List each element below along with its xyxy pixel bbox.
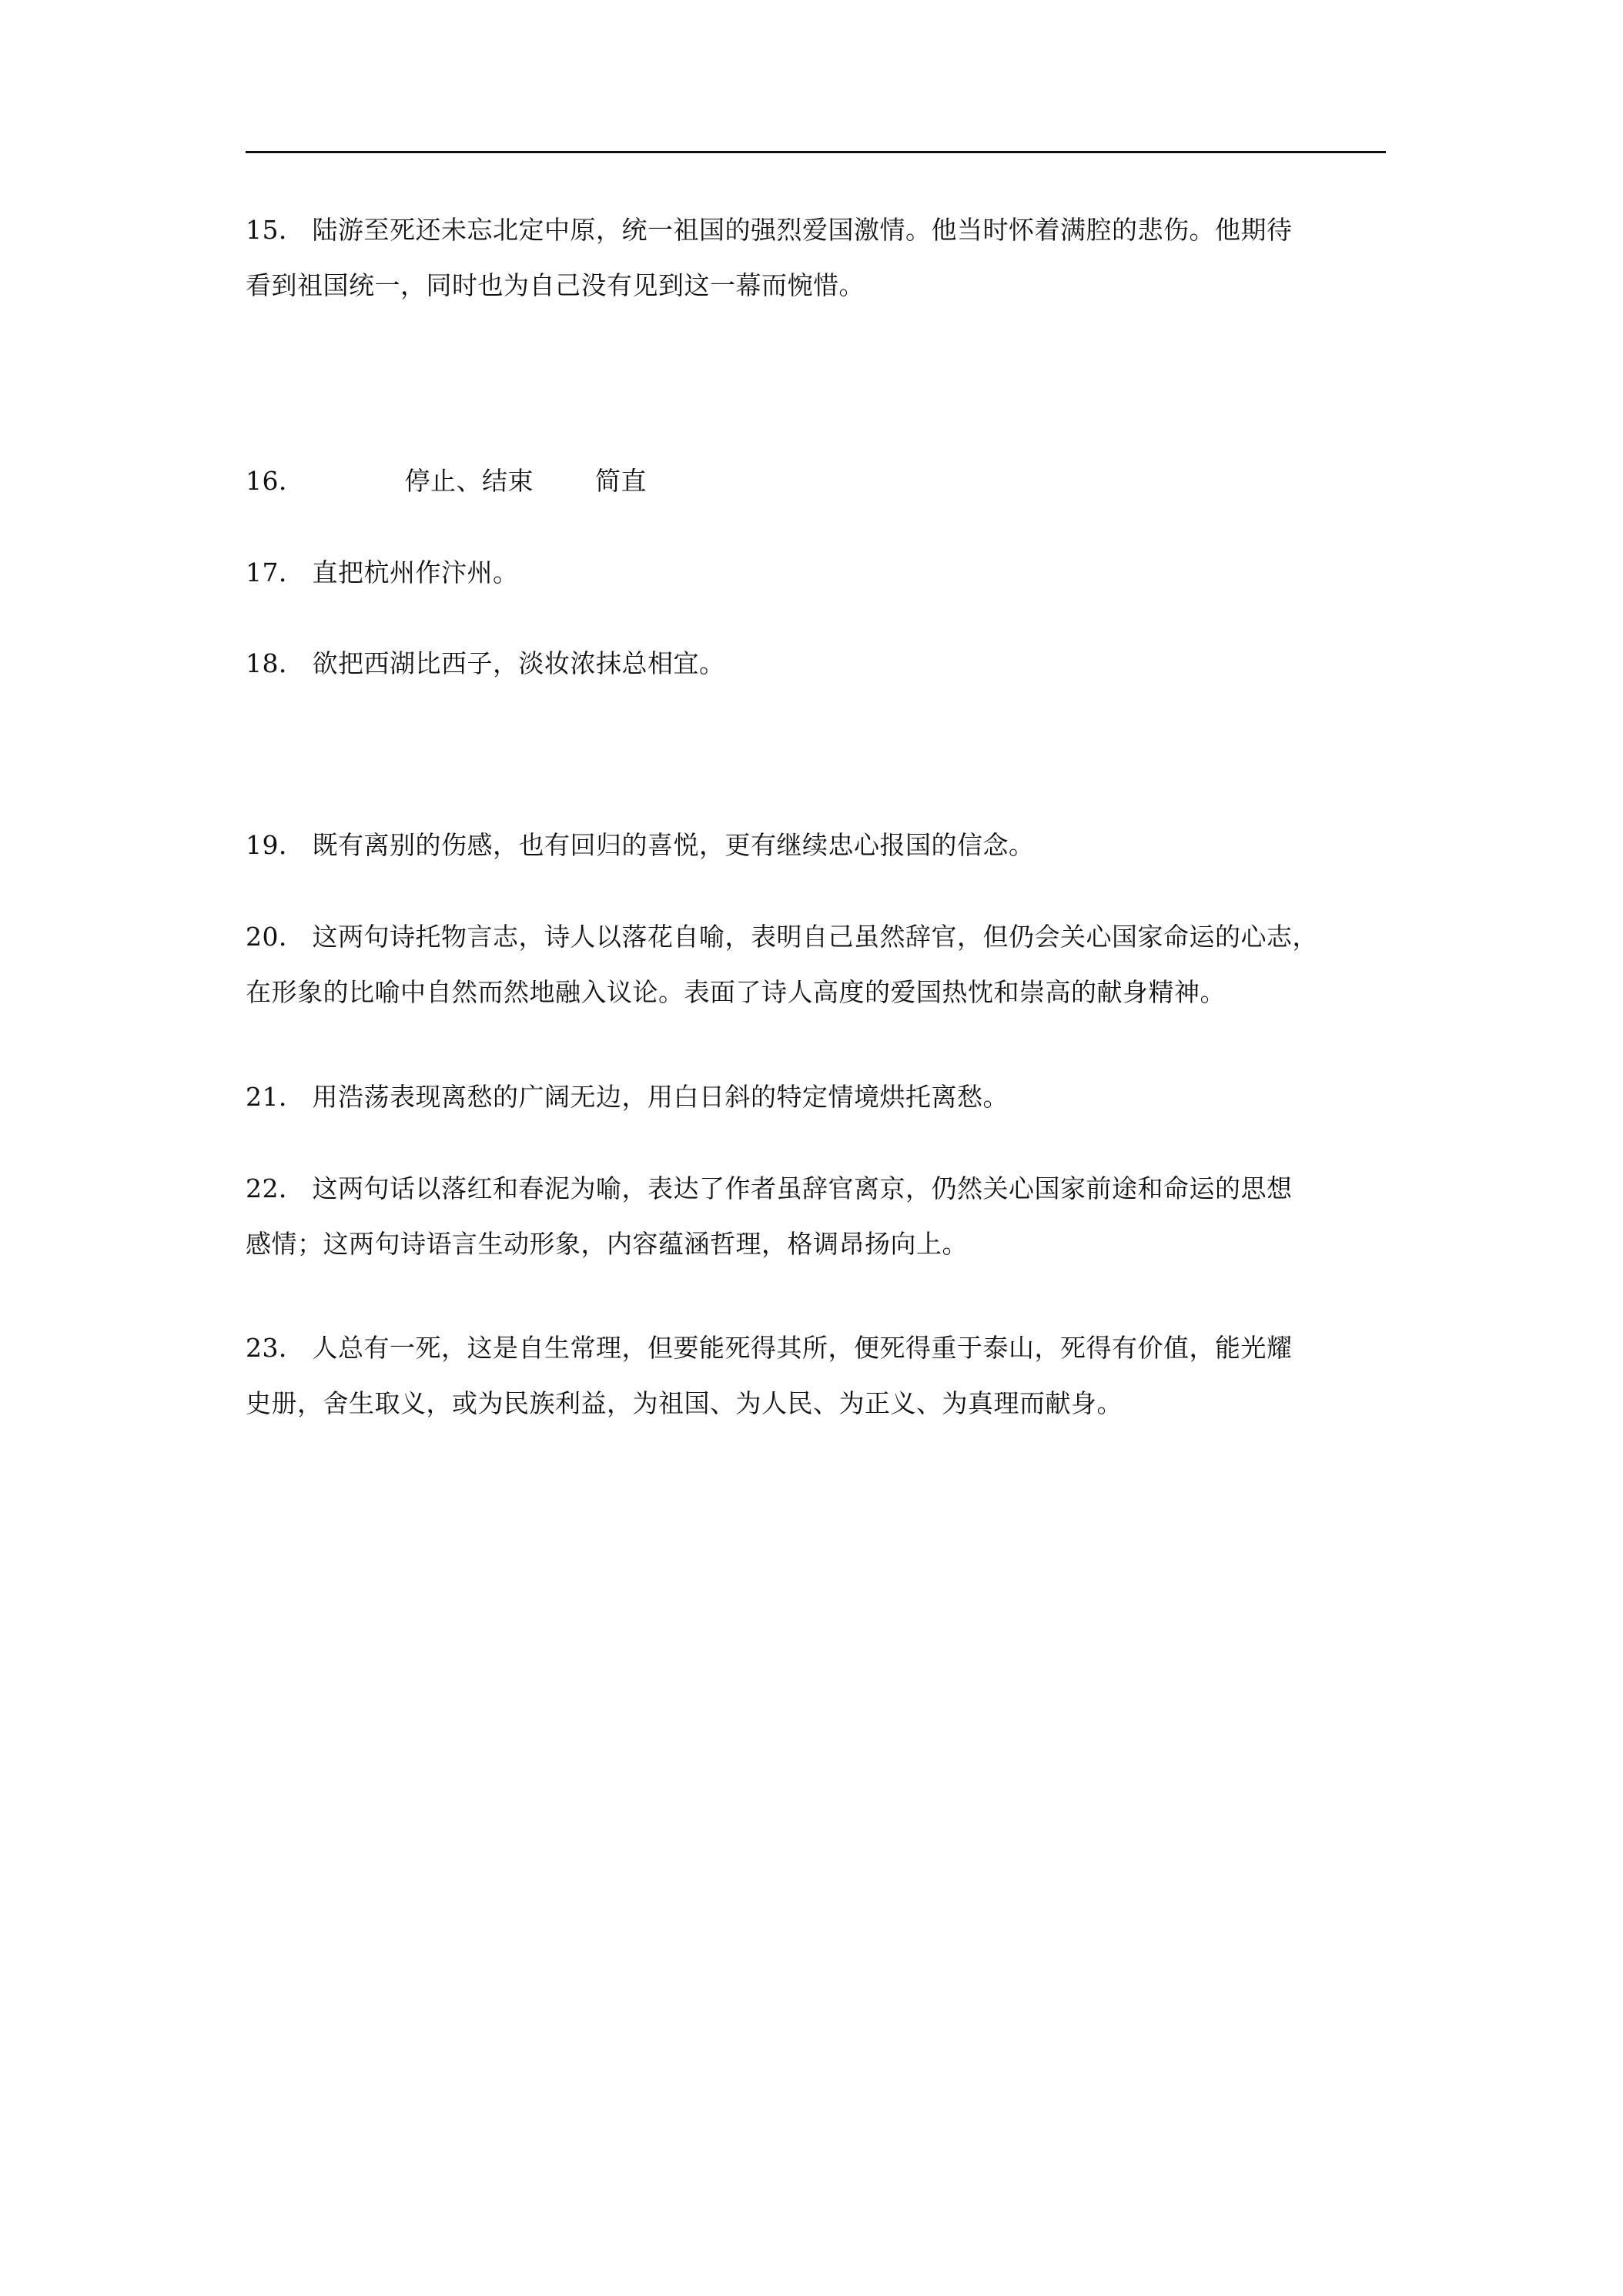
answer-text: 停止、结束 [404,466,534,496]
answer-23-line-2: 史册，舍生取义，或为民族利益，为祖国、为人民、为正义、为真理而献身。 [246,1388,1123,1418]
answer-15-line-1 [246,202,1389,258]
answer-23-line-1 [246,1320,1389,1376]
header-rule [246,151,1386,153]
answer-text: 这两句话以落红和春泥为喻，表达了作者虽辞官离京，仍然关心国家前途和命运的思想 [312,1173,1293,1203]
answer-18-line-1 [246,636,1389,691]
answer-21 [246,1069,1389,1125]
answer-22-line-2: 感情；这两句诗语言生动形象，内容蕴涵哲理，格调昂扬向上。 [246,1229,968,1259]
answer-15 [246,202,1389,313]
answer-number: 20． [246,922,305,952]
answer-number: 15． [246,215,305,245]
answer-text: 陆游至死还未忘北定中原，统一祖国的强烈爱国激情。他当时怀着满腔的悲伤。他期待 [312,215,1293,245]
answer-17-line-1 [246,545,1389,601]
answer-text: 这两句诗托物言志，诗人以落花自喻，表明自己虽然辞官，但仍会关心国家命运的心志， [312,922,1318,952]
answer-18 [246,636,1389,691]
answer-number: 18． [246,648,305,678]
answer-19-line-1 [246,818,1389,873]
answer-16 [246,454,1389,509]
answer-21-line-1 [246,1069,1389,1125]
answer-text: 直把杭州作汴州。 [312,557,519,587]
answer-22 [246,1161,1389,1272]
answer-number: 19． [246,830,305,860]
answer-20-line-2: 在形象的比喻中自然而然地融入议论。表面了诗人高度的爱国热忱和崇高的献身精神。 [246,977,1226,1007]
answer-17 [246,545,1389,601]
answer-number: 22． [246,1173,305,1203]
answer-15-line-2: 看到祖国统一，同时也为自己没有见到这一幕而惋惜。 [246,270,865,300]
answer-20-line-1 [246,909,1389,965]
answer-23 [246,1320,1389,1431]
answer-number: 17． [246,557,305,587]
answer-text: 简直 [595,466,647,496]
answer-text: 既有离别的伤感，也有回归的喜悦，更有继续忠心报国的信念。 [312,830,1035,860]
answer-number: 16． [246,466,305,496]
answer-text: 欲把西湖比西子，淡妆浓抹总相宜。 [312,648,725,678]
answer-text: 人总有一死，这是自生常理，但要能死得其所，便死得重于泰山，死得有价值，能光耀 [312,1333,1293,1363]
answer-number: 23． [246,1333,305,1363]
answer-16-line-1 [246,454,1389,509]
answer-number: 21． [246,1082,305,1112]
answer-text: 用浩荡表现离愁的广阔无边，用白日斜的特定情境烘托离愁。 [312,1082,1009,1112]
answer-19 [246,818,1389,873]
answer-20 [246,909,1389,1020]
answer-22-line-1 [246,1161,1389,1217]
